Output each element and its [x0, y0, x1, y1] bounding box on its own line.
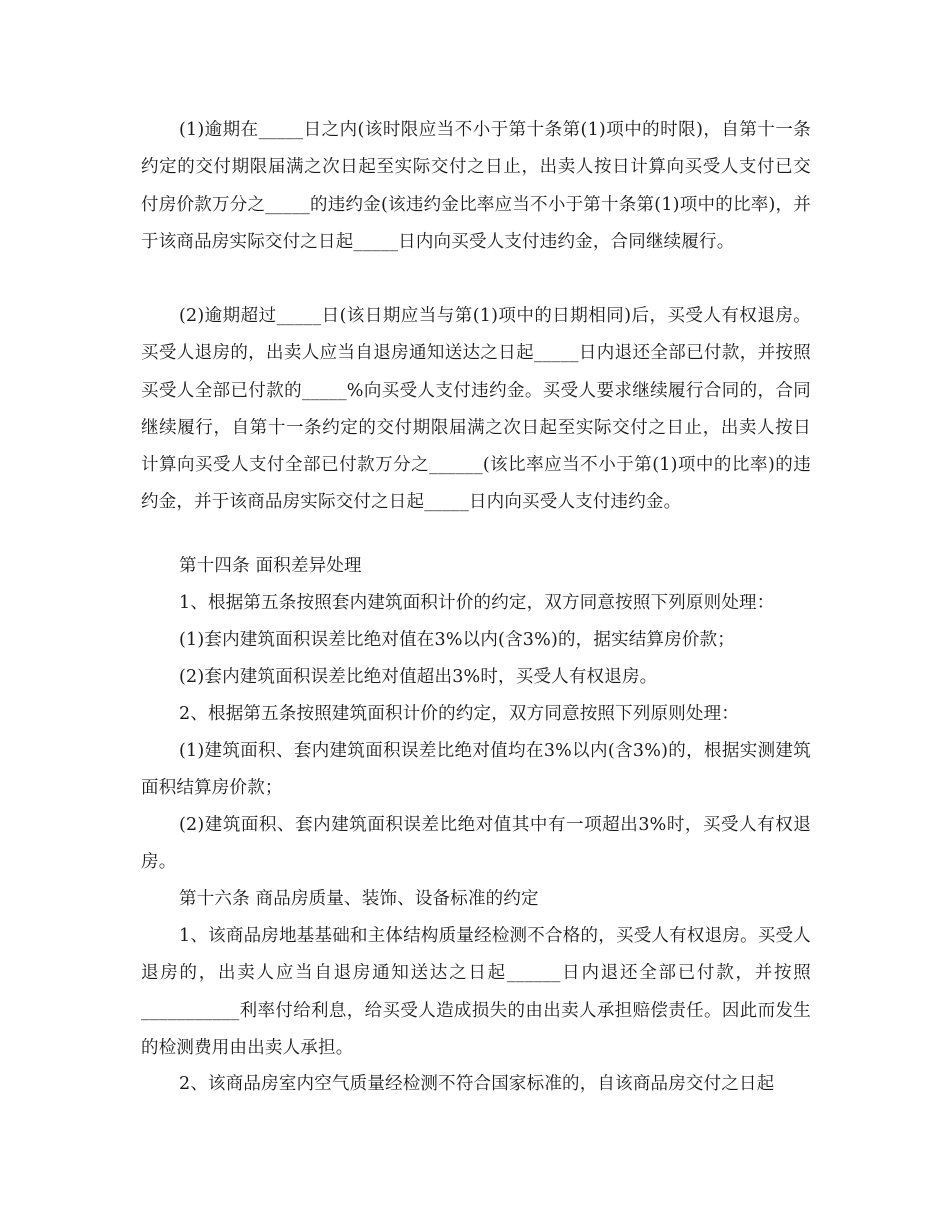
paragraph-area-rule-2-item-2: (2)建筑面积、套内建筑面积误差比绝对值其中有一项超出3%时，买受人有权退房。 — [141, 815, 811, 873]
paragraph-area-rule-1-item-1: (1)套内建筑面积误差比绝对值在3%以内(含3%)的，据实结算房价款； — [179, 630, 735, 650]
paragraph-area-rule-1-item-2: (2)套内建筑面积误差比绝对值超出3%时，买受人有权退房。 — [179, 667, 658, 687]
paragraph-area-rule-2-item-1: (1)建筑面积、套内建筑面积误差比绝对值均在3%以内(含3%)的，根据实测建筑面积结算房价款； — [141, 741, 811, 799]
paragraph-quality-2: 2、该商品房室内空气质量经检测不符合国家标准的，自该商品房交付之日起 — [179, 1074, 775, 1094]
article-14-heading: 第十四条 面积差异处理 — [179, 556, 362, 576]
paragraph-overdue-2: (2)逾期超过_____日(该日期应当与第(1)项中的日期相同)后，买受人有权退房。买受人退房的，出卖人应当自退房通知送达之日起_____日内退还全部已付款，并按照买受人全部已付款的_____%向买受人支付违约金。买受人要求继续履行合同的，合同继续履行，自第十一条约定的交付期限届满之次日起至实际交付之日止，出卖人按日计算向买受人支付全部已付款万分之______(该比率应当不小于第(1)项中的比率)的违约金，并于该商品房实际交付之日起_____日内向买受人支付违约金。 — [141, 306, 811, 513]
paragraph-area-rule-1: 1、根据第五条按照套内建筑面积计价的约定，双方同意按照下列原则处理： — [179, 593, 775, 613]
paragraph-quality-1: 1、该商品房地基基础和主体结构质量经检测不合格的，买受人有权退房。买受人退房的，出卖人应当自退房通知送达之日起______日内退还全部已付款，并按照___________利率付给利息，给买受人造成损失的由出卖人承担赔偿责任。因此而发生的检测费用由出卖人承担。 — [141, 926, 811, 1058]
paragraph-area-rule-2: 2、根据第五条按照建筑面积计价的约定，双方同意按照下列原则处理： — [179, 704, 740, 724]
paragraph-overdue-1: (1)逾期在_____日之内(该时限应当不小于第十条第(1)项中的时限)，自第十一条约定的交付期限届满之次日起至实际交付之日止，出卖人按日计算向买受人支付已交付房价款万分之_____的违约金(该违约金比率应当不小于第十条第(1)项中的比率)，并于该商品房实际交付之日起_____日内向买受人支付违约金，合同继续履行。 — [141, 120, 811, 252]
article-16-heading: 第十六条 商品房质量、装饰、设备标准的约定 — [179, 889, 539, 909]
